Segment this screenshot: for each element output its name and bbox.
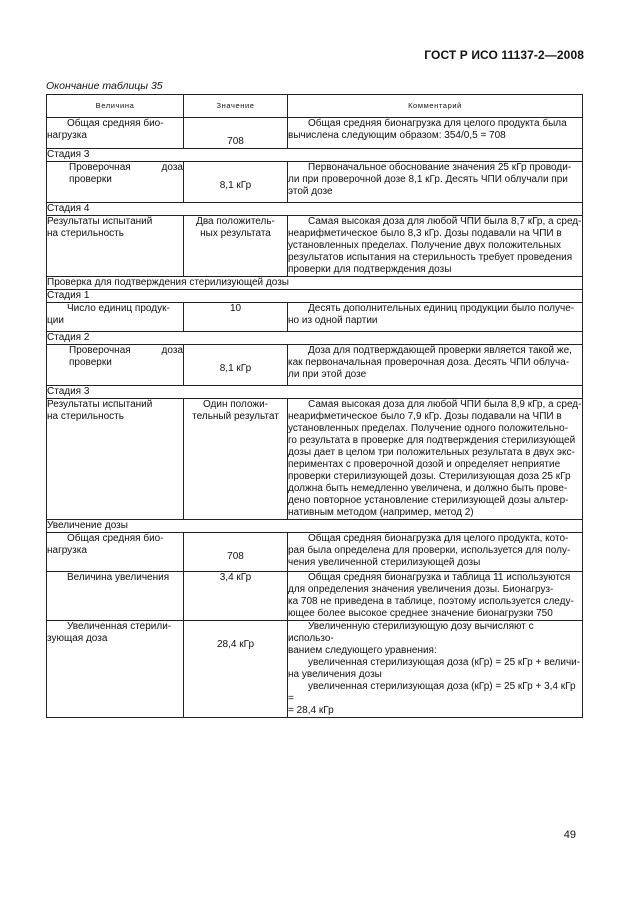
dose-table: [46, 94, 583, 718]
comment-cell: Общая средняя бионагрузка для целого продукта была вычислена следующим образом: 354/0,5 = 708: [288, 118, 583, 149]
value-cell: 10: [184, 303, 288, 332]
parameter-cell: Общая средняя био- нагрузка: [47, 118, 184, 149]
section-label: Стадия 2: [47, 332, 583, 345]
table-row: [47, 303, 583, 332]
section-row: [47, 149, 583, 162]
value-cell: 8,1 кГр: [184, 345, 288, 386]
section-row: [47, 520, 583, 533]
column-header-comment: Комментарий: [288, 95, 583, 118]
value-cell: 708: [184, 533, 288, 572]
section-label: Стадия 1: [47, 290, 583, 303]
section-row: [47, 386, 583, 399]
formula-line: Увеличенную стерилизующую дозу вычисляют с использо-: [288, 621, 534, 644]
table-row: [47, 216, 583, 277]
comment-cell: Общая средняя бионагрузка для целого продукта, кото- рая была определена для проверки, используется для полу- чения увеличенной стерилизующей дозы: [288, 533, 583, 572]
value-cell: Один положи- тельный результат: [184, 399, 288, 520]
parameter-cell: Общая средняя био- нагрузка: [47, 533, 184, 572]
column-header-value: Значение: [184, 95, 288, 118]
column-header-parameter: Величина: [47, 95, 184, 118]
parameter-cell: Проверочная доза проверки: [47, 345, 184, 386]
table-row: [47, 345, 583, 386]
comment-cell: [288, 621, 583, 718]
comment-cell: Десять дополнительных единиц продукции было получе- но из одной партии: [288, 303, 583, 332]
section-label: Увеличение дозы: [47, 520, 583, 533]
value-cell: 8,1 кГр: [184, 162, 288, 203]
table-header-row: [47, 95, 583, 118]
parameter-cell: Число единиц продук- ции: [47, 303, 184, 332]
section-label: Стадия 3: [47, 386, 583, 399]
parameter-cell: Проверочная доза проверки: [47, 162, 184, 203]
table-row: [47, 533, 583, 572]
parameter-cell: Величина увеличения: [47, 572, 184, 621]
page-number: 49: [563, 829, 576, 841]
value-cell: 708: [184, 118, 288, 149]
formula-line: увеличенная стерилизующая доза (кГр) = 25 кГр + величи-: [308, 657, 581, 668]
comment-cell: Самая высокая доза для любой ЧПИ была 8,7 кГр, а сред- неарифметическое было 8,3 кГр. Дозы подавали на ЧПИ в установленных пределах. Получение двух положительных результатов испытания на стерильность требует проведения проверки для подтверждения дозы: [288, 216, 582, 275]
comment-cell: Общая средняя бионагрузка и таблица 11 используются для определения значения увеличения дозы. Бионагруз- ка 708 не приведена в таблице, поэтому используется следу- ющее более высокое среднее значение бионагрузки 750: [288, 572, 583, 621]
section-row: [47, 277, 583, 290]
table-caption: Окончание таблицы 35: [46, 80, 163, 92]
standard-designation: ГОСТ Р ИСО 11137-2—2008: [424, 48, 584, 62]
formula-line: увеличенная стерилизующая доза (кГр) = 25 кГр + 3,4 кГр =: [288, 681, 576, 704]
comment-cell: Первоначальное обоснование значения 25 кГр проводи- ли при проверочной дозе 8,1 кГр. Десять ЧПИ облучали при этой дозе: [288, 162, 583, 203]
section-row: [47, 203, 583, 216]
value-cell: Два положитель- ных результата: [184, 216, 288, 277]
parameter-cell: Результаты испытаний на стерильность: [47, 216, 184, 277]
section-label: Проверка для подтверждения стерилизующей дозы: [47, 277, 583, 290]
table-row: [47, 399, 583, 520]
parameter-cell: Увеличенная стерили- зующая доза: [47, 621, 184, 718]
value-cell: 3,4 кГр: [184, 572, 288, 621]
comment-cell: Самая высокая доза для любой ЧПИ была 8,9 кГр, а сред- неарифметическое было 7,9 кГр. Дозы подавали на ЧПИ в установленных пределах. Получение одного положительно- го результата в проверке для подтверждения стерилизующей дозы дает в целом три положительных результата в двух экс- периментах с проверочной дозой и определяет неприятие проверки стерилизующей дозы. Стерилизующая доза 25 кГр должна быть немедленно увеличена, и должно быть прове- дено повторное установление стерилизующей дозы альтер- нативным методом (например, метод 2): [288, 399, 582, 518]
section-row: [47, 290, 583, 303]
table-row: [47, 118, 583, 149]
formula-line: на увеличения дозы: [288, 669, 382, 680]
section-label: Стадия 4: [47, 203, 583, 216]
table-row: [47, 621, 583, 718]
table-row: [47, 572, 583, 621]
formula-line: ванием следующего уравнения:: [288, 645, 437, 656]
value-cell: 28,4 кГр: [184, 621, 288, 718]
section-label: Стадия 3: [47, 149, 583, 162]
parameter-cell: Результаты испытаний на стерильность: [47, 399, 184, 520]
section-row: [47, 332, 583, 345]
comment-cell: Доза для подтверждающей проверки является такой же, как первоначальная проверочная доза. Десять ЧПИ облуча- ли при этой дозе: [288, 345, 583, 386]
table-row: [47, 162, 583, 203]
formula-line: = 28,4 кГр: [288, 705, 334, 716]
